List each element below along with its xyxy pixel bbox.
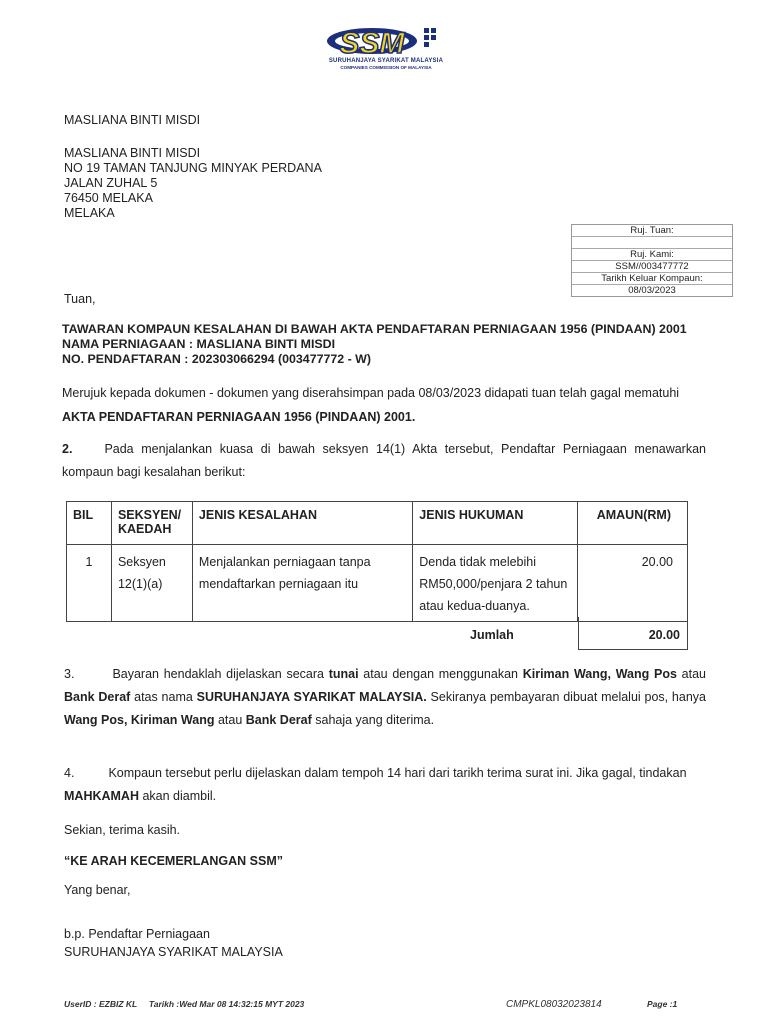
header-seksyen: SEKSYEN/ KAEDAH bbox=[111, 502, 192, 545]
closing-yours: Yang benar, bbox=[64, 883, 131, 897]
paragraph-text: atau bbox=[214, 713, 246, 727]
footer-document-code: CMPKL08032023814 bbox=[506, 999, 602, 1010]
paragraph-text: Bayaran hendaklah dijelaskan secara bbox=[112, 667, 329, 681]
footer-user-info: UserID : EZBIZ KL Tarikh :Wed Mar 08 14:32:15 MYT 2023 bbox=[64, 999, 305, 1009]
address-line: NO 19 TAMAN TANJUNG MINYAK PERDANA bbox=[64, 161, 322, 175]
signatory-org: SURUHANJAYA SYARIKAT MALAYSIA bbox=[64, 945, 283, 959]
logo-brand: SSM bbox=[339, 27, 405, 60]
closing-thanks: Sekian, terima kasih. bbox=[64, 823, 181, 837]
emphasis-text: tunai bbox=[328, 667, 359, 681]
intro-paragraph bbox=[62, 381, 712, 429]
subject-title: TAWARAN KOMPAUN KESALAHAN DI BAWAH AKTA PENDAFTARAN PERNIAGAAN 1956 (PINDAAN) 2001 bbox=[62, 322, 687, 336]
paragraph-2 bbox=[62, 438, 706, 484]
table-row bbox=[67, 545, 688, 622]
subject-block bbox=[62, 322, 687, 367]
cell-hukuman: Denda tidak melebihi RM50,000/penjara 2 tahun atau kedua-duanya. bbox=[413, 545, 578, 622]
total-label: Jumlah bbox=[470, 628, 514, 642]
ruj-kami-label: Ruj. Kami: bbox=[572, 249, 732, 261]
tarikh-value: 08/03/2023 bbox=[628, 285, 676, 296]
emphasis-text: Kiriman Wang, Wang Pos bbox=[522, 667, 677, 681]
paragraph-2-text: Pada menjalankan kuasa di bawah seksyen 14(1) Akta tersebut, Pendaftar Perniagaan menawarkan kompaun bagi kesalahan berikut: bbox=[62, 442, 706, 479]
header-bil: BIL bbox=[67, 502, 112, 545]
tarikh-label: Tarikh Keluar Kompaun: bbox=[572, 273, 732, 285]
emphasis-text: Bank Deraf bbox=[64, 690, 131, 704]
emphasis-text: Bank Deraf bbox=[245, 713, 312, 727]
address-line: 76450 MELAKA bbox=[64, 191, 153, 205]
intro-act: AKTA PENDAFTARAN PERNIAGAAN 1956 (PINDAAN) 2001. bbox=[62, 410, 416, 424]
table-header-row bbox=[67, 502, 688, 545]
paragraph-text: atas nama bbox=[130, 690, 197, 704]
paragraph-number: 4. bbox=[64, 766, 75, 780]
paragraph-text: Sekiranya pembayaran dibuat melalui pos, hanya bbox=[426, 690, 706, 704]
paragraph-number: 3. bbox=[64, 667, 75, 681]
paragraph-text: atau dengan menggunakan bbox=[358, 667, 523, 681]
header-hukuman: JENIS HUKUMAN bbox=[413, 502, 578, 545]
paragraph-number: 2. bbox=[62, 442, 73, 456]
cell-seksyen: Seksyen 12(1)(a) bbox=[111, 545, 192, 622]
cell-kesalahan: Menjalankan perniagaan tanpa mendaftarkan perniagaan itu bbox=[192, 545, 412, 622]
salutation: Tuan, bbox=[64, 292, 96, 306]
subject-registration-no: NO. PENDAFTARAN : 202303066294 (003477772 - W) bbox=[62, 352, 371, 366]
recipient-name: MASLIANA BINTI MISDI bbox=[64, 113, 201, 127]
footer-page-number: Page :1 bbox=[647, 999, 678, 1009]
signatory-title: b.p. Pendaftar Perniagaan bbox=[64, 927, 210, 941]
logo-org-name: SURUHANJAYA SYARIKAT MALAYSIA bbox=[328, 58, 444, 64]
emphasis-text: MAHKAMAH bbox=[64, 789, 139, 803]
paragraph-text: akan diambil. bbox=[139, 789, 217, 803]
address-line: MASLIANA BINTI MISDI bbox=[64, 146, 201, 160]
emphasis-text: Wang Pos, Kiriman Wang bbox=[64, 713, 215, 727]
reference-box bbox=[571, 224, 733, 297]
ruj-tuan-value bbox=[572, 237, 732, 249]
paragraph-text: Kompaun tersebut perlu dijelaskan dalam tempoh 14 hari dari tarikh terima surat ini. Jika gagal, tindakan bbox=[108, 766, 687, 780]
offence-table bbox=[66, 501, 688, 622]
paragraph-4 bbox=[64, 762, 706, 808]
ruj-kami-value: SSM//003477772 bbox=[572, 261, 732, 273]
address-line: MELAKA bbox=[64, 206, 115, 220]
logo-org-name-en: COMPANIES COMMISSION OF MALAYSIA bbox=[340, 65, 432, 70]
cell-bil: 1 bbox=[67, 545, 112, 622]
paragraph-text: sahaja yang diterima. bbox=[311, 713, 435, 727]
total-value: 20.00 bbox=[648, 628, 680, 642]
paragraph-text: atau bbox=[676, 667, 706, 681]
address-line: JALAN ZUHAL 5 bbox=[64, 176, 158, 190]
subject-business-name: NAMA PERNIAGAAN : MASLIANA BINTI MISDI bbox=[62, 337, 336, 351]
closing-motto: “KE ARAH KECEMERLANGAN SSM” bbox=[64, 854, 283, 868]
cell-amaun: 20.00 bbox=[578, 545, 688, 622]
ruj-tuan-label: Ruj. Tuan: bbox=[572, 225, 732, 237]
paragraph-3 bbox=[64, 663, 706, 732]
header-amaun: AMAUN(RM) bbox=[578, 502, 688, 545]
address-block bbox=[64, 146, 322, 221]
intro-text: Merujuk kepada dokumen - dokumen yang diserahsimpan pada 08/03/2023 didapati tuan telah gagal mematuhi bbox=[62, 386, 680, 400]
header-kesalahan: JENIS KESALAHAN bbox=[192, 502, 412, 545]
emphasis-text: SURUHANJAYA SYARIKAT MALAYSIA. bbox=[196, 690, 427, 704]
